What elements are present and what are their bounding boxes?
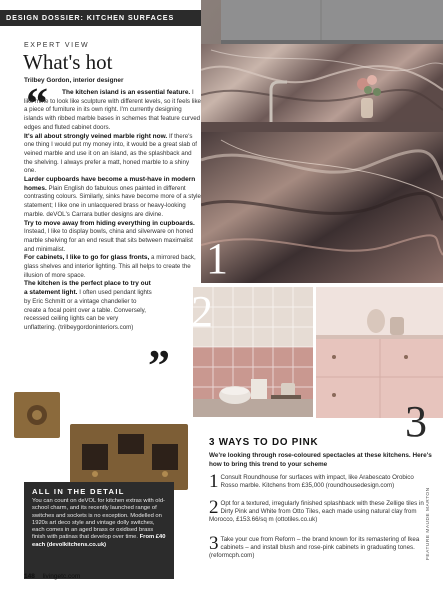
article-body xyxy=(24,89,201,333)
detail-body xyxy=(32,498,166,549)
photo-number-1: 1 xyxy=(206,234,228,283)
side-credit: FEATURE MAUDE MARTON xyxy=(426,487,431,560)
page-title: What's hot xyxy=(23,50,113,74)
detail-text: You can count on deVOL for kitchen extras with old-school charm, and its recently launched range of switches and sockets is no exception. Modelled on 1920s art deco style and vintage dolly switches, each comes in an aged brass or oxidised brass finish with patinas that develop over time. xyxy=(32,498,165,541)
paragraph-text: I like mine to look like sculpture with different levels, so it feels like a piece of furniture in its own right. I'm currently designing islands with ribbed marble bases in schemes that feature curved edges and fluted cabinet doors. xyxy=(24,89,201,131)
way-item xyxy=(209,497,431,525)
article-paragraph xyxy=(24,176,201,220)
paragraph-heading: It's all about strongly veined marble right now. xyxy=(24,132,168,140)
paragraph-text: If there's one thing I would put my money into, it would be a great slab of veined marble and use it on an island, as the splashback and the shelving. I always prefer a matt, honed marble to a shiny one. xyxy=(24,132,198,175)
paragraph-text: Instead, I like to display bowls, china and silverware on honed marble shelving for an end result that sits between maximalist and minimalist. xyxy=(24,228,194,253)
paragraph-heading: The kitchen is the perfect place to try out a statement light. xyxy=(24,280,151,297)
paragraph-heading: The kitchen island is an essential feature. xyxy=(62,89,191,96)
marble-kitchen-photo xyxy=(201,0,443,283)
photo-number-3: 3 xyxy=(405,397,427,446)
paragraph-text: I often used pendant lights by Eric Schmitt or a vintage chandelier to create a focal point over a table. Conversely, recessed ceiling lights can be very unflattering. (trilbeygordoninteriors.com) xyxy=(24,289,152,331)
way-text: Opt for a textured, irregularly finished splashback with these Zellige tiles in Dirty Pink and White from Otto Tiles, each made using natural clay from Morocco, £153.66/sq m (ottotiles.co.uk) xyxy=(209,500,424,524)
article-paragraph xyxy=(24,254,201,280)
detail-title: ALL IN THE DETAIL xyxy=(32,487,125,496)
way-number: 2 xyxy=(209,497,219,518)
article-paragraph xyxy=(24,89,201,133)
byline: Trilbey Gordon, interior designer xyxy=(24,77,124,84)
paragraph-heading: Try to move away from hiding everything in cupboards. xyxy=(24,219,195,227)
photo-number-2: 2 xyxy=(191,287,213,336)
way-text: Take your cue from Reform – the brand known for its remastering of Ikea cabinets – and install blush and rose-pink cabinets in graduating tones. (reformcph.com) xyxy=(209,536,420,560)
detail-price: From £40 each (devolkitchens.co.uk) xyxy=(32,534,166,548)
site-name: livingetc.com xyxy=(42,573,81,580)
close-quote-mark: ” xyxy=(148,341,170,390)
article-paragraph xyxy=(24,280,152,332)
kicker: EXPERT VIEW xyxy=(24,42,90,49)
paragraph-text: a mirrored back, glass shelves and interior lighting. This all helps to create the illusion of more space. xyxy=(24,254,196,279)
ways-subtitle: We're looking through rose-coloured spectacles at these kitchens. Here's how to bring this trend to your scheme xyxy=(209,452,432,468)
paragraph-heading: For cabinets, I like to go for glass fronts, xyxy=(24,254,150,262)
article-paragraph xyxy=(24,220,201,255)
way-item xyxy=(209,533,431,561)
page-number: 148 xyxy=(24,573,35,580)
way-item xyxy=(209,471,431,492)
way-number: 3 xyxy=(209,533,219,554)
brass-switch-photo xyxy=(10,390,191,490)
page-footer xyxy=(24,573,80,580)
way-text: Consult Roundhouse for surfaces with impact, like Arabescato Orobico Rosso marble. Kitchens from £35,000 (roundhousedesign.com) xyxy=(220,474,414,490)
paragraph-heading: Larder cupboards have become a must-have in modern homes. xyxy=(24,176,196,192)
ways-title: 3 WAYS TO DO PINK xyxy=(209,437,319,448)
section-banner: DESIGN DOSSIER: KITCHEN SURFACES xyxy=(0,10,201,26)
paragraph-text: Plain English do fabulous ones painted in different contrasting colours. Similarly, sinks have become more of a style statement; I like one in unlacquered brass or heavy-looking marble. deVOL's Carrara butler designs are divine. xyxy=(24,184,201,218)
open-quote-mark: “ xyxy=(26,79,48,128)
detail-box xyxy=(24,482,174,579)
way-number: 1 xyxy=(209,471,219,492)
article-paragraph xyxy=(24,133,201,177)
